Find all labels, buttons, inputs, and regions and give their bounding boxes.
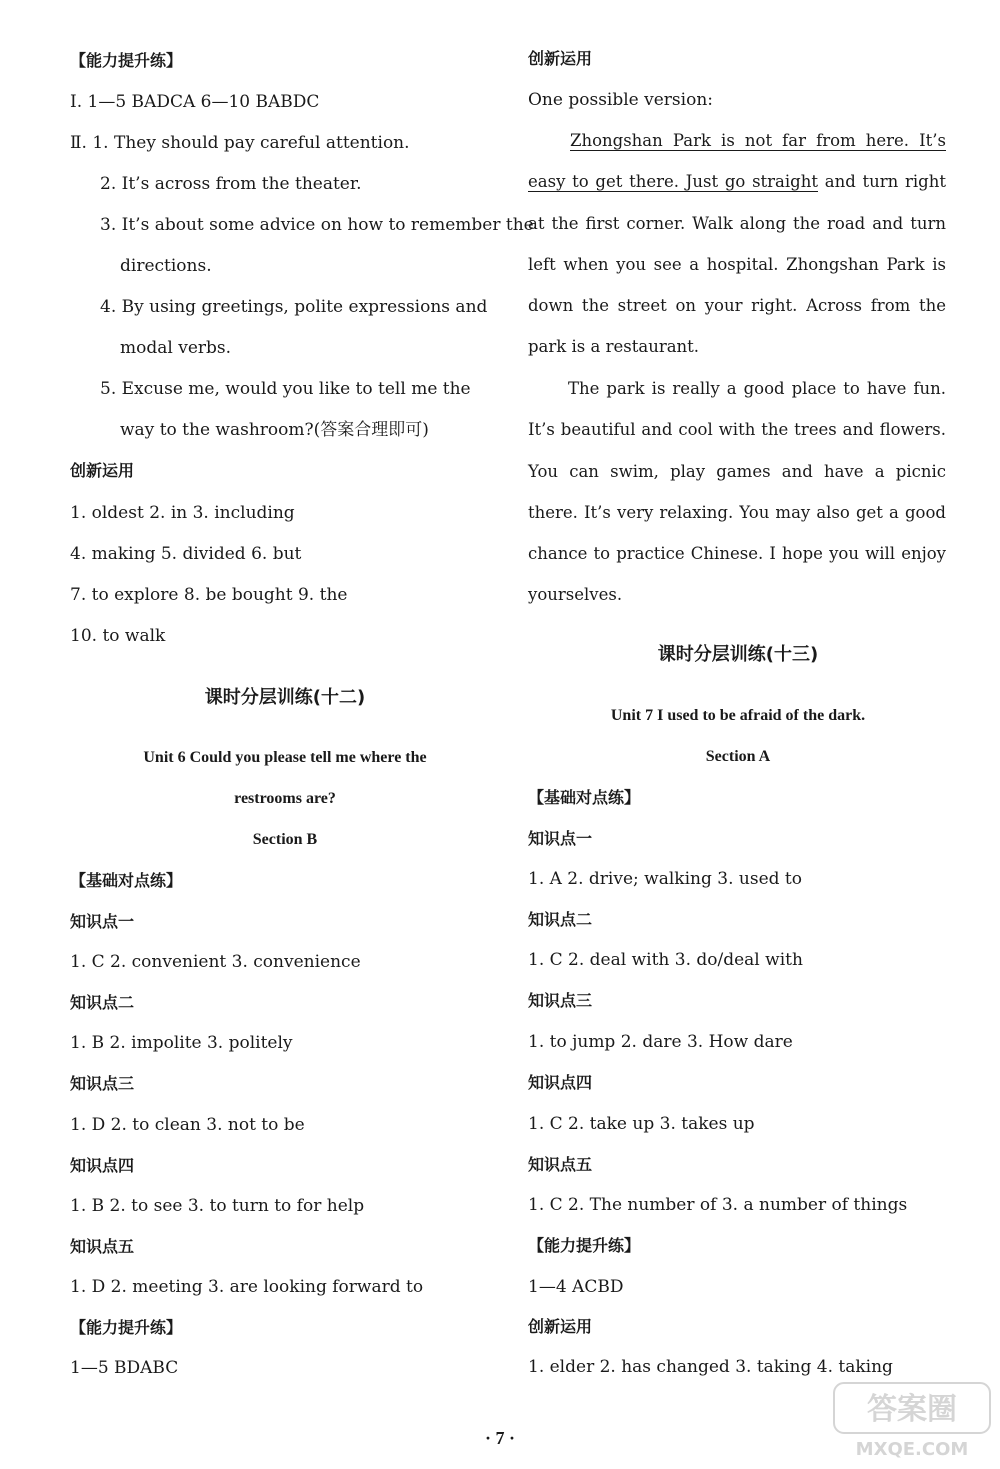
section-heading: 【基础对点练】 xyxy=(70,871,183,890)
answer-line: 4. By using greetings, polite expressions and xyxy=(100,297,488,317)
knowledge-point: 知识点三 xyxy=(528,991,593,1010)
watermark-text: 答案圈 xyxy=(867,1392,957,1427)
page-number: · 7 · xyxy=(484,1428,515,1448)
section-heading: 创新运用 xyxy=(70,461,135,480)
knowledge-point: 知识点一 xyxy=(70,912,135,931)
lesson-title: 课时分层训练(十二) xyxy=(204,687,366,708)
answer-line: 1. C 2. convenient 3. convenience xyxy=(70,952,361,972)
answer-line: 5. Excuse me, would you like to tell me the xyxy=(100,379,471,399)
watermark-logo xyxy=(832,1381,992,1461)
answer-line: 1. D 2. meeting 3. are looking forward to xyxy=(70,1277,424,1297)
knowledge-point: 知识点四 xyxy=(528,1073,593,1092)
essay-text: and turn right at the first corner. Walk along the road and turn left when you see a hospital. Zhongshan Park is down the street on your right. Across from the park is a restaurant. xyxy=(528,172,946,357)
answer-line: directions. xyxy=(120,256,212,276)
answer-line: 1. B 2. impolite 3. politely xyxy=(70,1033,293,1053)
section-heading: 【能力提升练】 xyxy=(70,51,183,70)
essay-paragraph xyxy=(528,120,946,368)
answer-line: 1. C 2. The number of 3. a number of things xyxy=(528,1195,908,1215)
knowledge-point: 知识点五 xyxy=(528,1155,593,1174)
unit-title: Unit 7 I used to be afraid of the dark. xyxy=(610,707,866,724)
section-heading: 【能力提升练】 xyxy=(70,1318,183,1337)
answer-line: 10. to walk xyxy=(70,626,166,646)
answer-line: 1. C 2. deal with 3. do/deal with xyxy=(528,950,803,970)
essay-intro: One possible version: xyxy=(528,90,713,110)
knowledge-point: 知识点二 xyxy=(528,910,593,929)
section-label: Section B xyxy=(252,831,318,848)
answer-line: 4. making 5. divided 6. but xyxy=(70,544,302,564)
answer-line: 3. It’s about some advice on how to remember the xyxy=(100,215,534,235)
essay-paragraph xyxy=(528,368,946,616)
answer-line: 1. D 2. to clean 3. not to be xyxy=(70,1115,305,1135)
answer-line: modal verbs. xyxy=(120,338,232,358)
answer-line: 1—5 BDABC xyxy=(70,1358,179,1378)
lesson-title: 课时分层训练(十三) xyxy=(657,644,819,665)
essay-text: The park is really a good place to have fun. It’s beautiful and cool with the trees and flowers. You can swim, play games and have a picnic there. It’s very relaxing. You may also get a good chance to practice Chinese. I hope you will enjoy yourselves. xyxy=(528,379,946,605)
unit-title: restrooms are? xyxy=(234,790,336,807)
knowledge-point: 知识点三 xyxy=(70,1074,135,1093)
section-label: Section A xyxy=(705,748,771,765)
knowledge-point: 知识点一 xyxy=(528,829,593,848)
section-heading: 【能力提升练】 xyxy=(528,1236,641,1255)
section-heading: 创新运用 xyxy=(528,49,593,68)
answer-line: 1. elder 2. has changed 3. taking 4. taking xyxy=(528,1357,893,1377)
answer-line: way to the washroom?(答案合理即可) xyxy=(120,420,429,440)
watermark-site: MXQE.COM xyxy=(855,1439,969,1460)
knowledge-point: 知识点五 xyxy=(70,1237,135,1256)
answer-line: 1. oldest 2. in 3. including xyxy=(70,503,295,523)
knowledge-point: 知识点二 xyxy=(70,993,135,1012)
answer-line: 1—4 ACBD xyxy=(528,1277,624,1297)
answer-line: 7. to explore 8. be bought 9. the xyxy=(70,585,348,605)
answer-line: 1. B 2. to see 3. to turn to for help xyxy=(70,1196,365,1216)
answer-line: 1. C 2. take up 3. takes up xyxy=(528,1114,755,1134)
answer-line: 1. to jump 2. dare 3. How dare xyxy=(528,1032,793,1052)
underlined-text: easy to get there. Just go straight xyxy=(528,172,818,192)
answer-line: Ⅰ. 1—5 BADCA 6—10 BABDC xyxy=(70,92,320,112)
answer-line: Ⅱ. 1. They should pay careful attention. xyxy=(70,133,410,153)
section-heading: 【基础对点练】 xyxy=(528,788,641,807)
answer-line: 1. A 2. drive; walking 3. used to xyxy=(528,869,802,889)
knowledge-point: 知识点四 xyxy=(70,1156,135,1175)
section-heading: 创新运用 xyxy=(528,1317,593,1336)
answer-line: 2. It’s across from the theater. xyxy=(100,174,362,194)
underlined-text: Zhongshan Park is not far from here. It’s xyxy=(570,131,946,150)
unit-title: Unit 6 Could you please tell me where the xyxy=(143,749,427,766)
